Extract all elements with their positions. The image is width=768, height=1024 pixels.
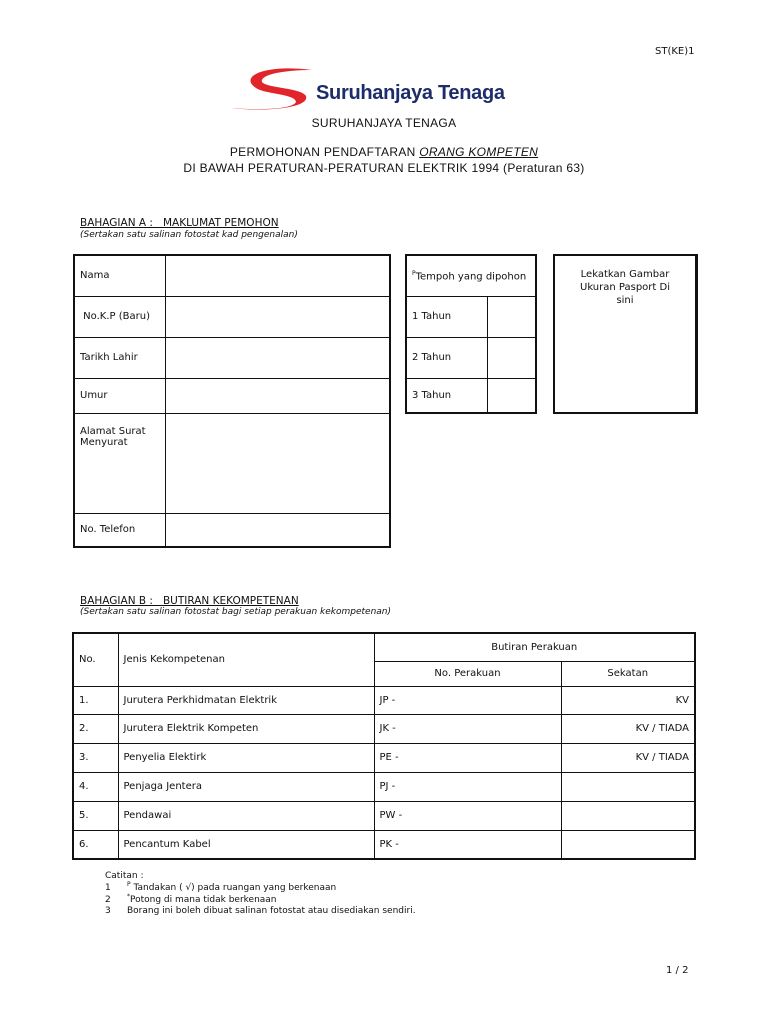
field-label: Nama xyxy=(74,255,165,296)
note-item xyxy=(105,893,277,905)
note-text: Tandakan ( √) pada ruangan yang berkenaan xyxy=(130,883,337,893)
section-a-heading: BAHAGIAN A : MAKLUMAT PEMOHON xyxy=(80,217,279,229)
field-label: No.K.P (Baru) xyxy=(74,296,165,337)
org-name: SURUHANJAYA TENAGA xyxy=(311,116,457,130)
period-table xyxy=(405,254,537,414)
form-title xyxy=(0,145,768,159)
row-no: 5. xyxy=(73,801,118,830)
period-option: 1 Tahun xyxy=(406,296,487,337)
row-no-perakuan[interactable]: JK - xyxy=(374,714,561,743)
logo xyxy=(226,64,526,114)
row-no-perakuan[interactable]: PK - xyxy=(374,830,561,859)
header-butiran: Butiran Perakuan xyxy=(374,633,695,661)
period-mark: P xyxy=(412,269,416,277)
row-no: 4. xyxy=(73,772,118,801)
header-sekatan: Sekatan xyxy=(561,661,695,686)
period-label-text: Tempoh yang dipohon xyxy=(415,270,527,282)
section-b-heading: BAHAGIAN B : BUTIRAN KEKOMPETENAN xyxy=(80,595,299,607)
phone-input[interactable] xyxy=(165,513,390,547)
note-number: 1 xyxy=(105,883,111,893)
name-input[interactable] xyxy=(165,255,390,296)
form-subtitle: DI BAWAH PERATURAN-PERATURAN ELEKTRIK 1994 (Peraturan 63) xyxy=(183,161,585,175)
period-checkbox[interactable] xyxy=(487,337,536,378)
section-b-note: (Sertakan satu salinan fotostat bagi setiap perakuan kekompetenan) xyxy=(80,607,392,617)
period-option: 3 Tahun xyxy=(406,378,487,413)
notes-title: Catitan : xyxy=(105,871,144,881)
row-sekatan[interactable]: KV / TIADA xyxy=(561,743,695,772)
applicant-table xyxy=(73,254,391,548)
logo-text: Suruhanjaya Tenaga xyxy=(316,82,505,104)
table-row xyxy=(73,830,695,859)
dob-input[interactable] xyxy=(165,337,390,378)
row-no-perakuan[interactable]: PW - xyxy=(374,801,561,830)
row-sekatan[interactable] xyxy=(561,801,695,830)
field-label: Alamat Surat Menyurat xyxy=(74,413,165,513)
row-no-perakuan[interactable]: JP - xyxy=(374,686,561,714)
section-a-note: (Sertakan satu salinan fotostat kad pengenalan) xyxy=(80,230,298,240)
header-no-perakuan: No. Perakuan xyxy=(374,661,561,686)
address-input[interactable] xyxy=(165,413,390,513)
row-sekatan[interactable] xyxy=(561,772,695,801)
header-no: No. xyxy=(73,633,118,686)
period-label xyxy=(406,255,536,296)
row-jenis: Penyelia Elektirk xyxy=(118,743,374,772)
row-jenis: Pencantum Kabel xyxy=(118,830,374,859)
row-no: 3. xyxy=(73,743,118,772)
field-label: Tarikh Lahir xyxy=(74,337,165,378)
field-label: No. Telefon xyxy=(74,513,165,547)
row-sekatan[interactable]: KV xyxy=(561,686,695,714)
row-jenis: Jurutera Elektrik Kompeten xyxy=(118,714,374,743)
page-number: 1 / 2 xyxy=(666,965,689,976)
note-item xyxy=(105,881,336,893)
note-number: 2 xyxy=(105,894,111,905)
logo-swoosh-icon xyxy=(226,64,316,114)
note-text: Potong di mana tidak berkenaan xyxy=(130,894,277,905)
row-no-perakuan[interactable]: PE - xyxy=(374,743,561,772)
photo-box[interactable] xyxy=(553,254,698,414)
header-jenis: Jenis Kekompetenan xyxy=(118,633,374,686)
row-sekatan[interactable]: KV / TIADA xyxy=(561,714,695,743)
row-jenis: Jurutera Perkhidmatan Elektrik xyxy=(118,686,374,714)
note-item xyxy=(105,904,416,916)
table-row xyxy=(73,743,695,772)
row-no: 2. xyxy=(73,714,118,743)
row-no-perakuan[interactable]: PJ - xyxy=(374,772,561,801)
form-code: ST(KE)1 xyxy=(655,46,695,57)
table-row xyxy=(73,714,695,743)
row-no: 6. xyxy=(73,830,118,859)
table-row xyxy=(73,801,695,830)
photo-instruction: Lekatkan Gambar Ukuran Pasport Di sini xyxy=(580,269,670,306)
table-row xyxy=(73,772,695,801)
note-number: 3 xyxy=(105,906,111,916)
row-sekatan[interactable] xyxy=(561,830,695,859)
title-prefix: PERMOHONAN PENDAFTARAN xyxy=(229,145,420,159)
period-option: 2 Tahun xyxy=(406,337,487,378)
period-checkbox[interactable] xyxy=(487,296,536,337)
row-no: 1. xyxy=(73,686,118,714)
title-emphasis: ORANG KOMPETEN xyxy=(419,145,539,159)
note-mark: * xyxy=(127,892,130,900)
period-checkbox[interactable] xyxy=(487,378,536,413)
age-input[interactable] xyxy=(165,378,390,413)
field-label: Umur xyxy=(74,378,165,413)
note-text: Borang ini boleh dibuat salinan fotostat atau disediakan sendiri. xyxy=(127,906,416,916)
competency-table xyxy=(72,632,696,860)
row-jenis: Penjaga Jentera xyxy=(118,772,374,801)
note-mark: P xyxy=(127,881,131,888)
table-row xyxy=(73,686,695,714)
ic-input[interactable] xyxy=(165,296,390,337)
row-jenis: Pendawai xyxy=(118,801,374,830)
